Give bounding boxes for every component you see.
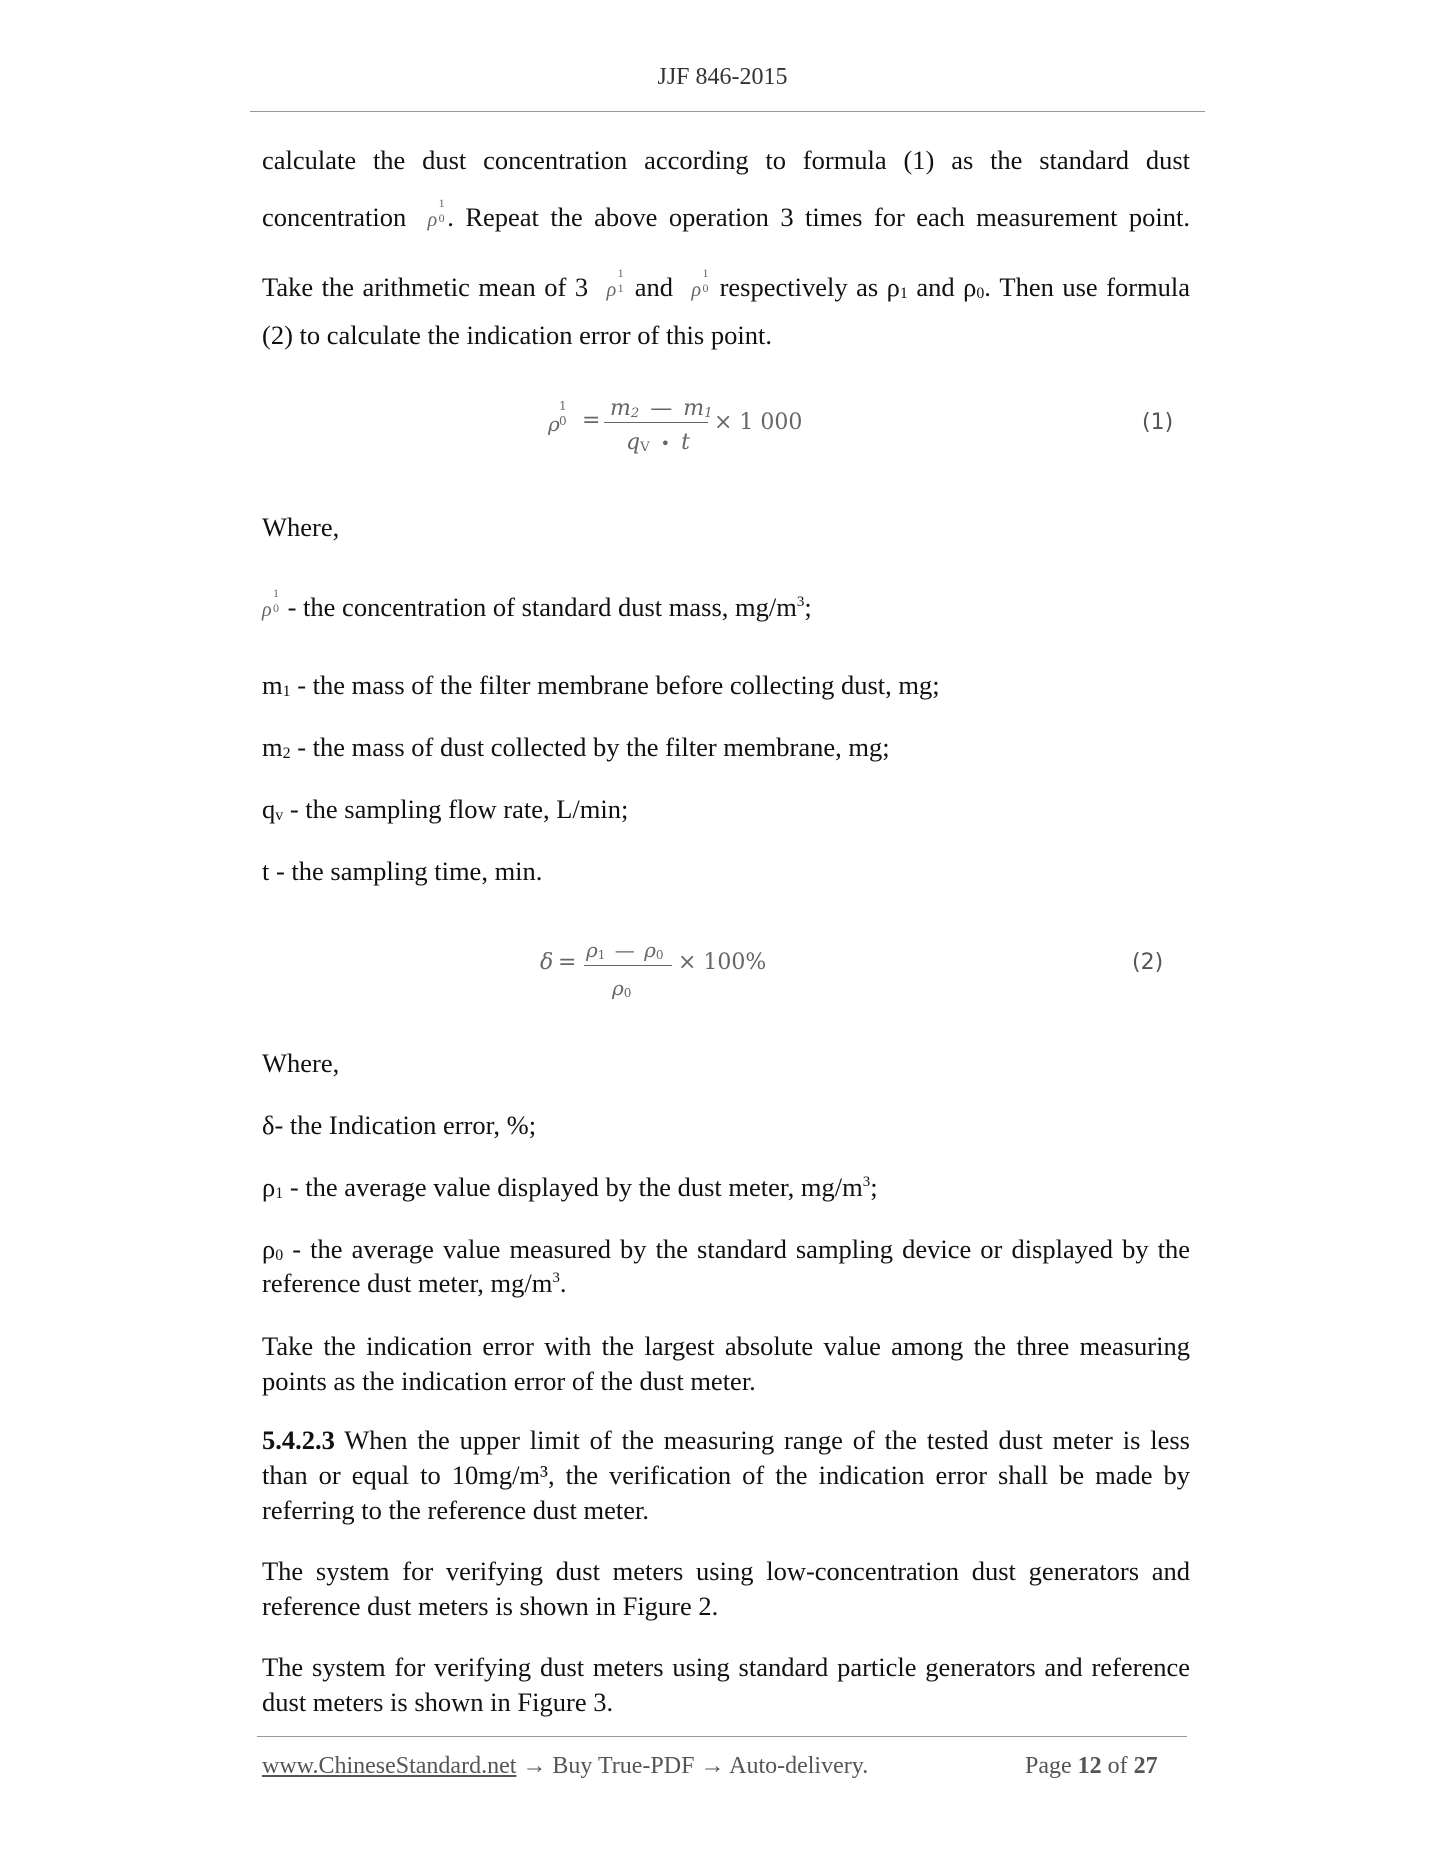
formula1-numerator: m2 — m1: [610, 396, 713, 421]
definition-m1: m1 - the mass of the filter membrane before collecting dust, mg;: [262, 670, 940, 700]
rho0-superscript1-symbol-b: ρ 1 0: [691, 266, 709, 301]
para1-line1: calculate the dust concentration according to formula (1) as the standard dust: [262, 145, 1190, 175]
formula1-number: (1): [1142, 410, 1174, 435]
footer-tagline: → Buy True-PDF → Auto-delivery.: [516, 1753, 869, 1779]
formula1-multiplier: × 1 000: [714, 410, 803, 435]
formula1-equals: =: [582, 408, 601, 433]
rho0-superscript1-symbol: ρ 1 0: [427, 196, 445, 231]
formula2-number: (2): [1132, 950, 1164, 975]
paragraph-largest-error: Take the indication error with the largest absolute value among the three measuring points as the indication error of the dust meter.: [262, 1331, 1190, 1396]
formula2-fraction-bar: [584, 965, 672, 966]
paragraph-figure3: The system for verifying dust meters using standard particle generators and reference dust meters is shown in Figure 3.: [262, 1652, 1190, 1717]
definition-rho0-line1: ρ0 - the average value measured by the standard sampling device or displayed by the: [262, 1234, 1190, 1264]
formula2-equals: =: [558, 950, 577, 975]
para1-line2: [262, 196, 1190, 233]
clause-text: When the upper limit of the measuring range of the tested dust meter is less than or equal to 10mg/m³, the verification of the indication error shall be made by referring to the reference dust meter.: [262, 1425, 1190, 1525]
definition-t: t - the sampling time, min.: [262, 856, 543, 886]
text-respectively: respectively as ρ1 and ρ0. Then use formula: [719, 272, 1191, 302]
definition-rho0-standard: ρ 1 0 - the concentration of standard dust mass, $mg/m^3$;: [262, 586, 812, 622]
header-rule: [250, 111, 1205, 112]
formula2-lhs: δ: [540, 950, 554, 975]
where-label-2: Where,: [262, 1048, 340, 1078]
para1-line4: (2) to calculate the indication error of this point.: [262, 320, 772, 350]
para1-line3: [262, 266, 1191, 303]
rho1-superscript1-symbol: ρ 1 1: [606, 266, 624, 301]
text-repeat: . Repeat the above operation 3 times for each measurement point.: [447, 202, 1190, 232]
text-take-mean: Take the arithmetic mean of 3: [262, 272, 589, 302]
formula1-lhs: ρ 1 0: [548, 399, 567, 436]
footer-left: [262, 1753, 868, 1780]
where-label-1: Where,: [262, 512, 340, 542]
formula1-denominator: qV • t: [626, 430, 690, 455]
text-concentration: concentration: [262, 202, 407, 232]
text-and: and: [634, 272, 673, 302]
paragraph-figure2: The system for verifying dust meters using low-concentration dust generators and reference dust meters is shown in Figure 2.: [262, 1556, 1190, 1621]
formula2-multiplier: × 100%: [678, 950, 767, 975]
definition-delta: δ- the Indication error, %;: [262, 1110, 537, 1140]
formula2-denominator: ρ0: [612, 976, 632, 1000]
page-header: JJF 846-2015: [657, 64, 788, 90]
definition-m2: m2 - the mass of dust collected by the filter membrane, mg;: [262, 732, 890, 762]
definition-rho1: ρ1 - the average value displayed by the dust meter, $mg/m^3$;: [262, 1172, 878, 1202]
site-link[interactable]: www.ChineseStandard.net: [262, 1753, 517, 1779]
definition-qv: qv - the sampling flow rate, L/min;: [262, 794, 629, 824]
formula1-fraction-bar: [604, 422, 708, 423]
rho0-symbol: ρ 1 0: [262, 586, 279, 621]
clause-number: 5.4.2.3: [262, 1425, 335, 1455]
formula2-numerator: ρ1 — ρ0: [586, 938, 664, 962]
clause-5-4-2-3: [262, 1423, 1190, 1528]
footer-rule: [257, 1736, 1187, 1737]
definition-rho0-line2: reference dust meter, $mg/m^3$.: [262, 1268, 567, 1298]
page-number: Page 12 of 27: [1025, 1753, 1158, 1779]
